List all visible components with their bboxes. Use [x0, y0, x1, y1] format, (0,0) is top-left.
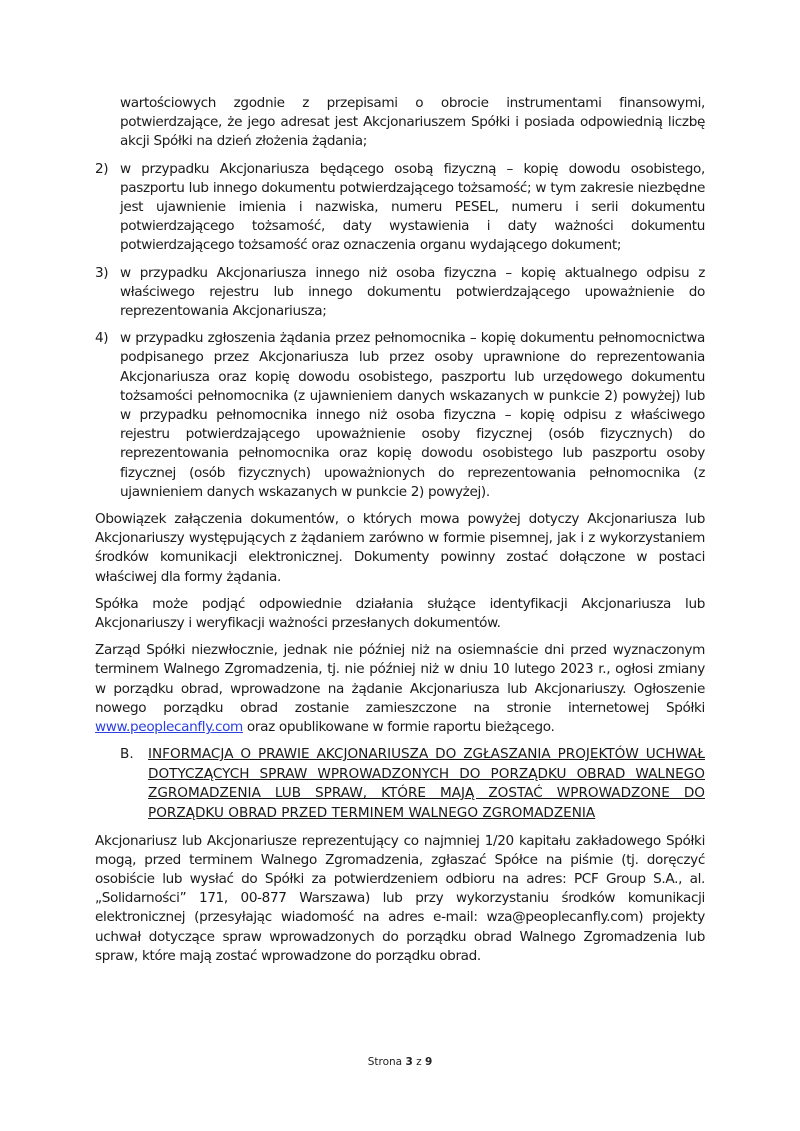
announcement-text: Zarząd Spółki niezwłocznie, jednak nie później niż na osiemnaście dni przed wyznaczonym terminem Walnego Zgromadzenia, tj. nie później niż w dniu 10 lutego 2023 r., ogłosi zmiany w porządku obrad, wprowadzone na żądanie Akcjonariusza lub Akcjonariuszy. Ogłoszenie nowego porządku obrad zostanie zamieszczone na stronie internetowej Spółki — [95, 642, 705, 716]
list-number: 3) — [95, 264, 109, 281]
page-footer — [0, 1056, 800, 1068]
page-label: Strona — [367, 1056, 403, 1068]
announcement-text-end: oraz opublikowane w formie raportu bieżącego. — [242, 719, 555, 736]
list-item — [95, 264, 705, 322]
current-page-number: 3 — [405, 1056, 413, 1068]
list-text: w przypadku Akcjonariusza będącego osobą fizyczną – kopię dowodu osobistego, paszportu lub innego dokumentu potwierdzającego tożsamość; w tym zakresie niezbędne jest ujawnienie imienia i nazwiska, numeru PESEL, numeru i serii dokumentu potwierdzającego tożsamość, daty wystawienia i daty ważności dokumentu potwierdzającego tożsamość oraz oznaczenia organu wydającego dokument; — [120, 160, 705, 254]
list-text: w przypadku zgłoszenia żądania przez pełnomocnika – kopię dokumentu pełnomocnictwa podpisanego przez Akcjonariusza lub przez osoby uprawnione do reprezentowania Akcjonariusza oraz kopię dowodu osobistego, paszportu lub urzędowego dokumentu tożsamości pełnomocnika (z ujawnieniem danych wskazanych w punkcie 2) powyżej) lub w przypadku pełnomocnika innego niż osoba fizyczna – kopię odpisu z właściwego rejestru potwierdzającego upoważnienie osoby fizycznej (osób fizycznych) do reprezentowania pełnomocnika oraz kopię dowodu osobistego lub paszportu osoby fizycznej (osób fizycznych) upoważnionych do reprezentowania pełnomocnika (z ujawnieniem danych wskazanych w punkcie 2) powyżej). — [120, 330, 705, 500]
announcement-paragraph — [95, 641, 705, 737]
section-title: INFORMACJA O PRAWIE AKCJONARIUSZA DO ZGŁASZANIA PROJEKTÓW UCHWAŁ DOTYCZĄCYCH SPRAW WPROWADZONYCH DO PORZĄDKU OBRAD WALNEGO ZGROMADZENIA LUB SPRAW, KTÓRE MAJĄ ZOSTAĆ WPROWADZONE DO PORZĄDKU OBRAD PRZED TERMINEM WALNEGO ZGROMADZENIA — [148, 746, 705, 822]
page-separator: z — [416, 1056, 422, 1068]
list-item — [95, 160, 705, 256]
section-letter: B. — [120, 746, 134, 763]
documents-obligation-paragraph: Obowiązek załączenia dokumentów, o których mowa powyżej dotyczy Akcjonariusza lub Akcjonariuszy występujących z żądaniem zarówno w formie pisemnej, jak i z wykorzystaniem środków komunikacji elektronicznej. Dokumenty powinny zostać dołączone w postaci właściwej dla formy żądania. — [95, 511, 705, 585]
section-b-heading — [120, 745, 705, 823]
list-number: 4) — [95, 330, 109, 347]
list-text: w przypadku Akcjonariusza innego niż osoba fizyczna – kopię aktualnego odpisu z właściwego rejestru lub innego dokumentu potwierdzającego upoważnienie do reprezentowania Akcjonariusza; — [120, 264, 705, 320]
total-pages-number: 9 — [424, 1056, 433, 1068]
list-item — [95, 329, 705, 502]
resolution-drafts-paragraph: Akcjonariusz lub Akcjonariusze reprezentujący co najmniej 1/20 kapitału zakładowego Spółki mogą, przed terminem Walnego Zgromadzenia, zgłaszać Spółce na piśmie (tj. doręczyć osobiście lub wysłać do Spółki za potwierdzeniem odbioru na adres: PCF Group S.A., al. „Solidarności” 171, 00-877 Warszawa) lub przy wykorzystaniu środków komunikacji elektronicznej (przesyłając wiadomość na adres e-mail: wza@peoplecanfly.com) projekty uchwał dotyczące spraw wprowadzonych do porządku obrad Walnego Zgromadzenia lub spraw, które mają zostać wprowadzone do porządku obrad. — [95, 832, 705, 964]
document-page — [95, 94, 705, 974]
list-item-1-continuation: wartościowych zgodnie z przepisami o obrocie instrumentami finansowymi, potwierdzające, że jego adresat jest Akcjonariuszem Spółki i posiada odpowiednią liczbę akcji Spółki na dzień złożenia żądania; — [120, 95, 705, 150]
list-number: 2) — [95, 160, 109, 177]
company-website-link[interactable]: www.peoplecanfly.com — [95, 719, 243, 736]
identification-paragraph: Spółka może podjąć odpowiednie działania służące identyfikacji Akcjonariusza lub Akcjonariuszy i weryfikacji ważności przesłanych dokumentów. — [95, 595, 705, 632]
